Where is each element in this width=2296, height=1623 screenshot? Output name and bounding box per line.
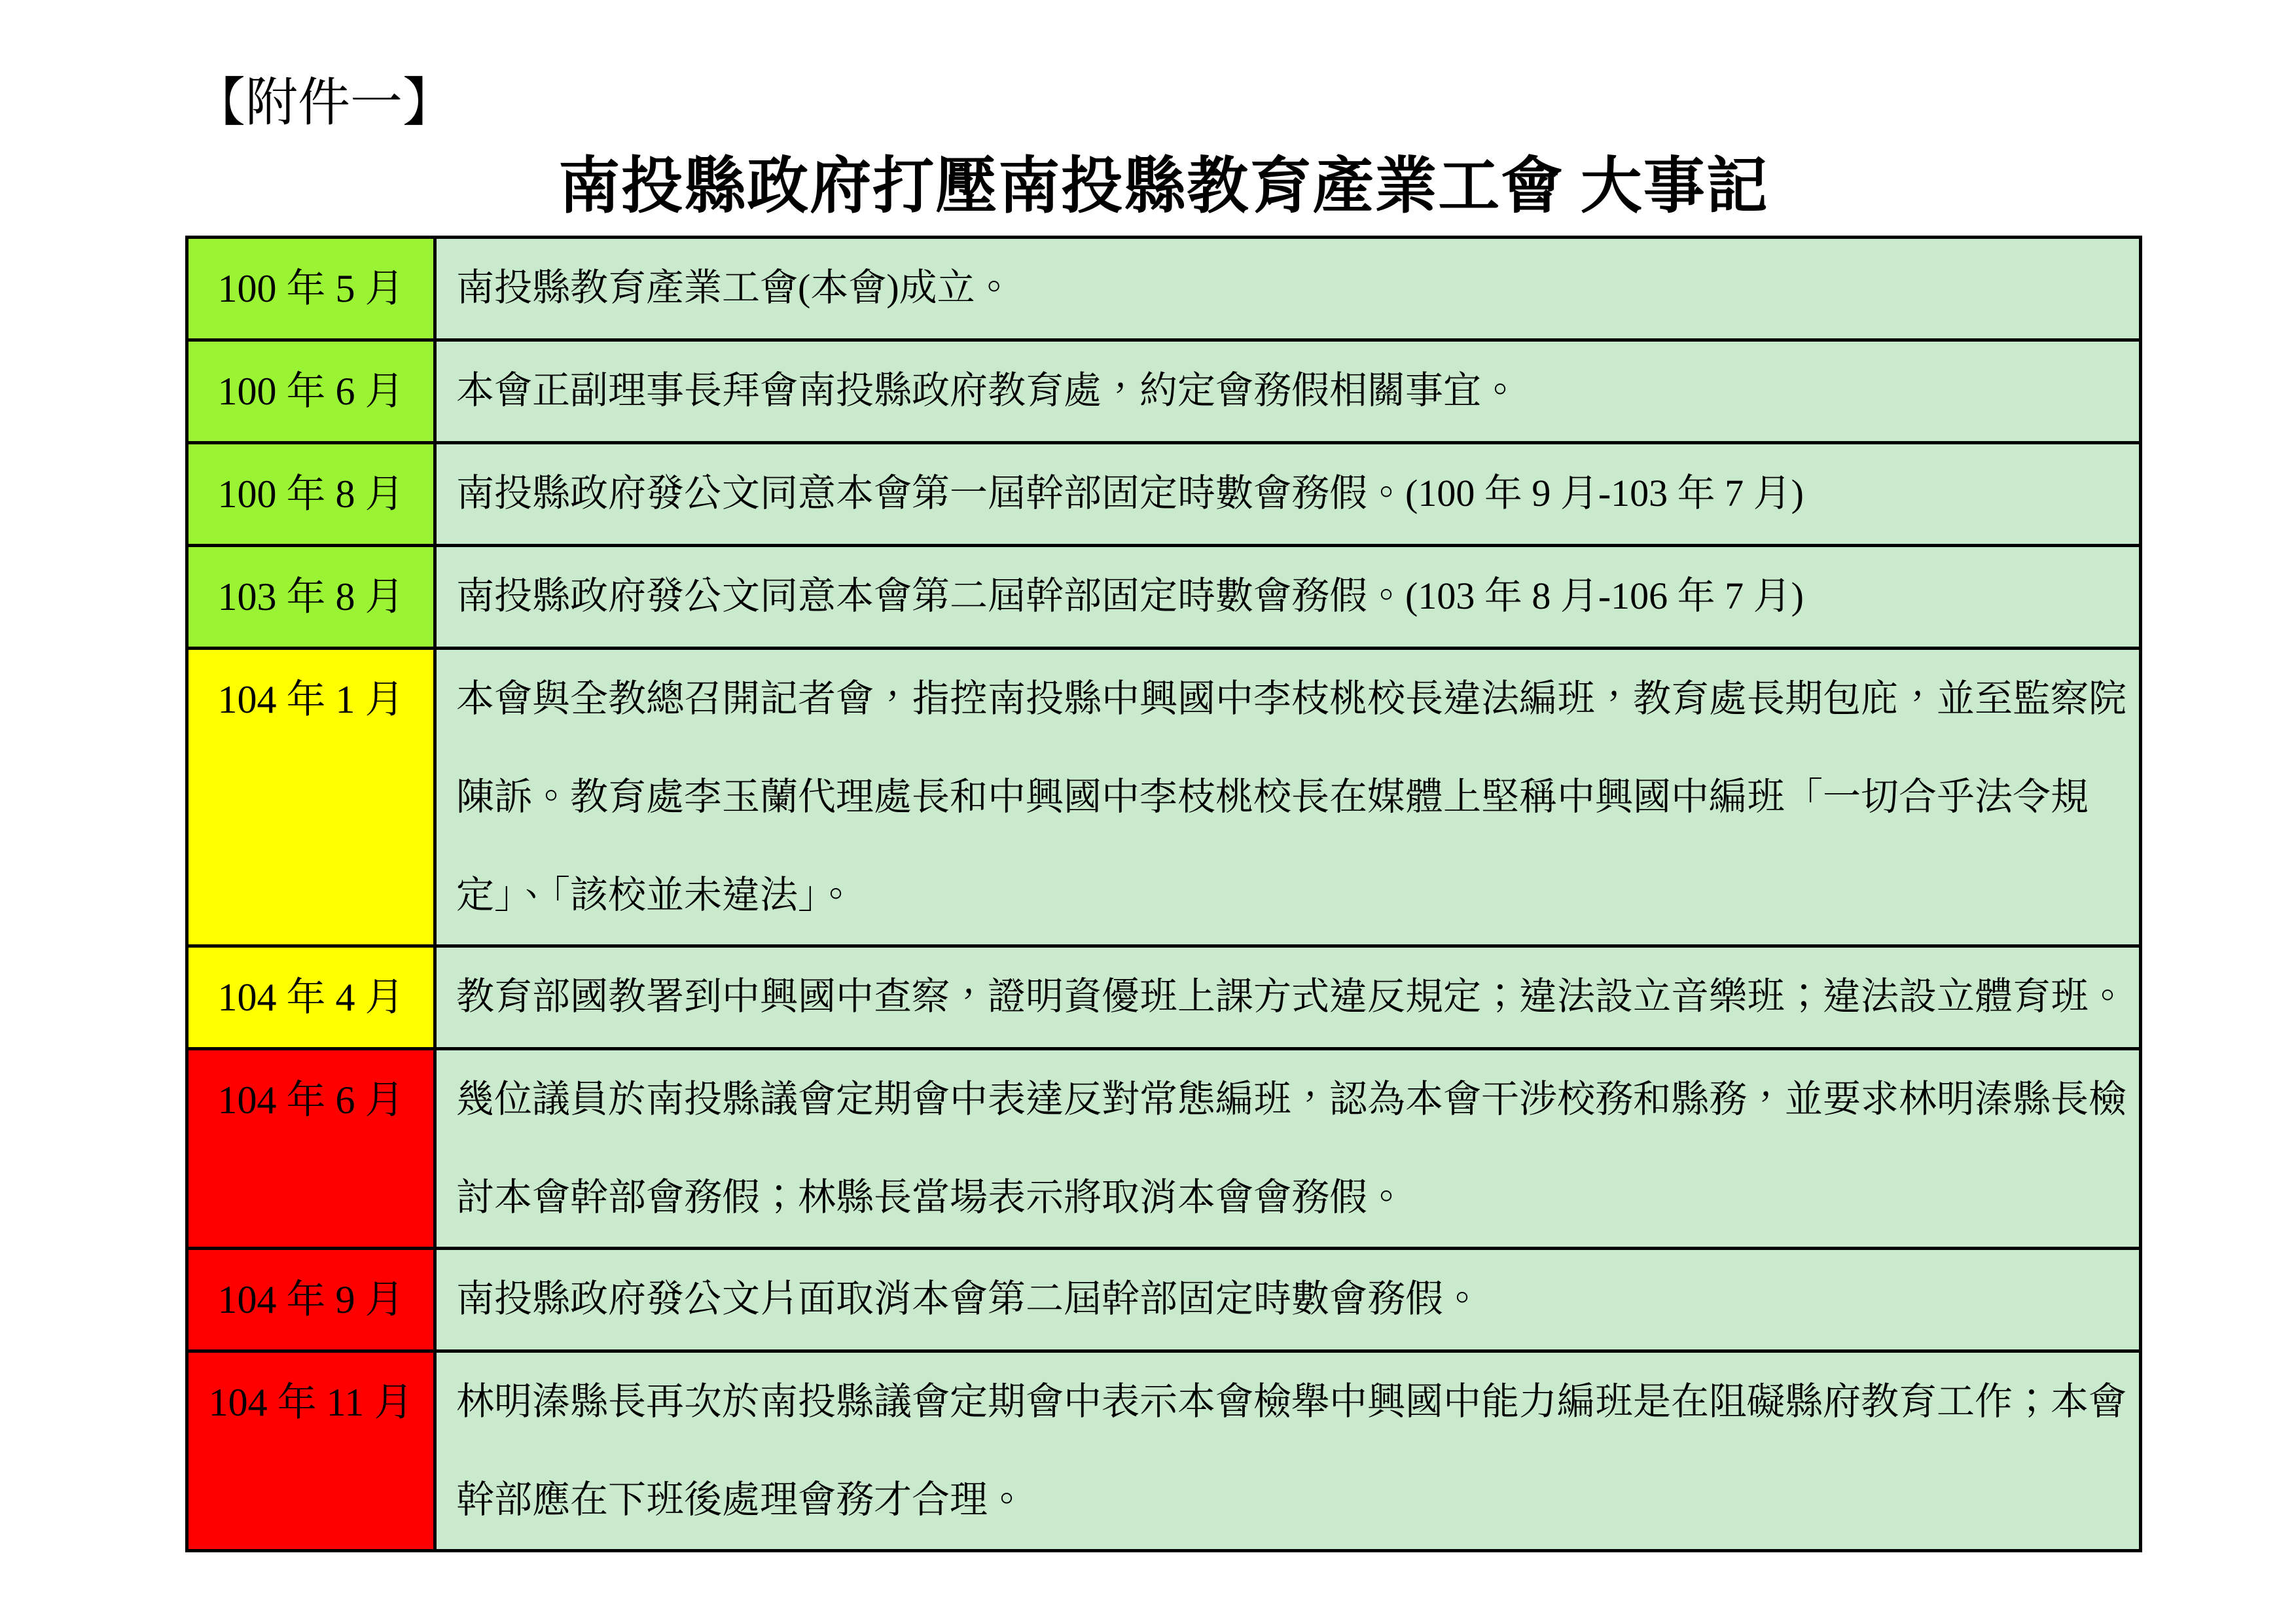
date-cell: 100 年 8 月 [187,443,435,546]
timeline-table [185,236,2142,1552]
event-cell: 本會正副理事長拜會南投縣政府教育處，約定會務假相關事宜。 [435,340,2141,443]
event-cell: 本會與全教總召開記者會，指控南投縣中興國中李枝桃校長違法編班，教育處長期包庇，並至監察院陳訴。教育處李玉蘭代理處長和中興國中李枝桃校長在媒體上堅稱中興國中編班「一切合乎法令規定」、「該校並未違法」。 [435,649,2141,946]
date-cell: 104 年 1 月 [187,649,435,946]
event-cell: 教育部國教署到中興國中查察，證明資優班上課方式違反規定；違法設立音樂班；違法設立體育班。 [435,946,2141,1049]
table-row [187,340,2141,443]
table-row [187,238,2141,340]
date-cell: 100 年 5 月 [187,238,435,340]
date-cell: 104 年 9 月 [187,1249,435,1351]
attachment-label: 【附件一】 [193,75,455,132]
date-cell: 103 年 8 月 [187,546,435,649]
event-cell: 南投縣政府發公文同意本會第一屆幹部固定時數會務假。(100 年 9 月-103 年 7 月) [435,443,2141,546]
table-row [187,946,2141,1049]
event-cell: 幾位議員於南投縣議會定期會中表達反對常態編班，認為本會干涉校務和縣務，並要求林明溱縣長檢討本會幹部會務假；林縣長當場表示將取消本會會務假。 [435,1049,2141,1249]
table-row [187,1351,2141,1551]
table-row [187,546,2141,649]
table-row [187,1249,2141,1351]
event-cell: 林明溱縣長再次於南投縣議會定期會中表示本會檢舉中興國中能力編班是在阻礙縣府教育工作；本會幹部應在下班後處理會務才合理。 [435,1351,2141,1551]
event-cell: 南投縣政府發公文同意本會第二屆幹部固定時數會務假。(103 年 8 月-106 年 7 月) [435,546,2141,649]
event-cell: 南投縣教育產業工會(本會)成立。 [435,238,2141,340]
date-cell: 100 年 6 月 [187,340,435,443]
table-row [187,649,2141,946]
table-row [187,1049,2141,1249]
table-row [187,443,2141,546]
date-cell: 104 年 4 月 [187,946,435,1049]
page-title: 南投縣政府打壓南投縣教育產業工會 大事記 [558,152,1769,221]
date-cell: 104 年 6 月 [187,1049,435,1249]
date-cell: 104 年 11 月 [187,1351,435,1551]
event-cell: 南投縣政府發公文片面取消本會第二屆幹部固定時數會務假。 [435,1249,2141,1351]
